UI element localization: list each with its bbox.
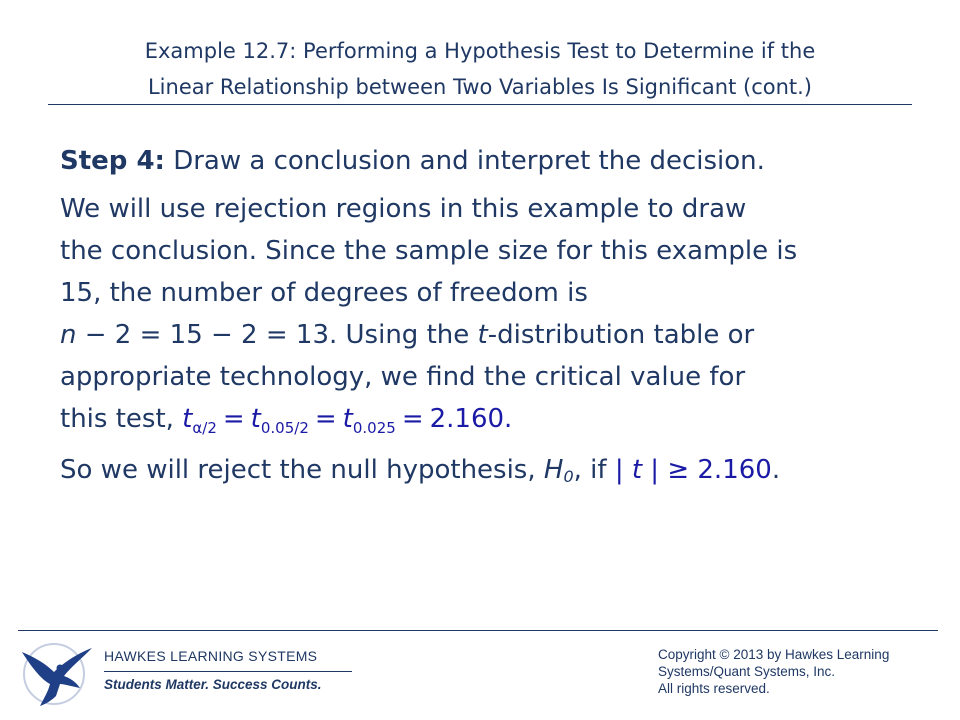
- title-divider: [48, 104, 912, 105]
- math-t: t: [182, 404, 193, 434]
- abs-open: |: [614, 455, 632, 485]
- paragraph-line-2: the conclusion. Since the sample size for this example is: [60, 236, 798, 266]
- math-t: t: [250, 404, 261, 434]
- copyright-notice: [658, 646, 948, 697]
- math-subscript: 0.05/2: [260, 419, 309, 437]
- copyright-line-2: Systems/Quant Systems, Inc.: [658, 664, 836, 679]
- math-t: t: [342, 404, 353, 434]
- if-text: , if: [573, 455, 615, 485]
- critical-value-equation: [182, 404, 513, 437]
- paragraph-line-3: 15, the number of degrees of freedom is: [60, 278, 588, 308]
- step-heading: [60, 140, 910, 182]
- variable-t: t: [477, 320, 488, 350]
- reject-text: So we will reject the null hypothesis,: [60, 455, 544, 485]
- math-subscript: α/2: [192, 419, 217, 437]
- brand-name: HAWKES LEARNING SYSTEMS: [104, 648, 318, 664]
- copyright-line-1: Copyright © 2013 by Hawkes Learning: [658, 647, 890, 662]
- period: .: [771, 455, 781, 485]
- footer-divider: [18, 630, 938, 631]
- paragraph-line-6: [60, 398, 910, 449]
- condition-t: t: [631, 455, 643, 485]
- degrees-of-freedom-text: − 2 = 15 − 2 = 13. Using the: [76, 320, 478, 350]
- math-equals: =: [222, 404, 245, 434]
- paragraph-line-1: We will use rejection regions in this example to draw: [60, 194, 747, 224]
- critical-value: 2.160.: [429, 404, 513, 434]
- math-subscript: 0.025: [352, 419, 396, 437]
- explanation-paragraph: [60, 188, 910, 498]
- copyright-line-3: All rights reserved.: [658, 681, 770, 696]
- rejection-condition: [615, 455, 772, 485]
- slide-title-line-1: Example 12.7: Performing a Hypothesis Test to Determine if the: [144, 39, 816, 63]
- slide-body: [60, 140, 910, 498]
- slide-title: [48, 33, 912, 105]
- paragraph-line-4: [60, 314, 910, 356]
- step-text: Draw a conclusion and interpret the decision.: [164, 146, 765, 176]
- distribution-text: -distribution table or: [487, 320, 755, 350]
- slide-title-line-2: Linear Relationship between Two Variables Is Significant (cont.): [147, 75, 812, 99]
- critical-value-prefix: this test,: [60, 404, 183, 434]
- brand-underline: [104, 671, 352, 672]
- brand-tagline: Students Matter. Success Counts.: [104, 677, 322, 692]
- step-label: Step 4:: [60, 146, 165, 176]
- condition-threshold: | ≥ 2.160: [642, 455, 772, 485]
- null-hypothesis-subscript: 0: [563, 467, 574, 486]
- paragraph-line-7: [60, 449, 910, 498]
- null-hypothesis-H: H: [543, 455, 564, 485]
- paragraph-line-5: appropriate technology, we find the critical value for: [60, 362, 746, 392]
- eagle-icon: [18, 638, 96, 710]
- variable-n: n: [60, 320, 77, 350]
- math-equals: =: [314, 404, 337, 434]
- math-equals: =: [401, 404, 424, 434]
